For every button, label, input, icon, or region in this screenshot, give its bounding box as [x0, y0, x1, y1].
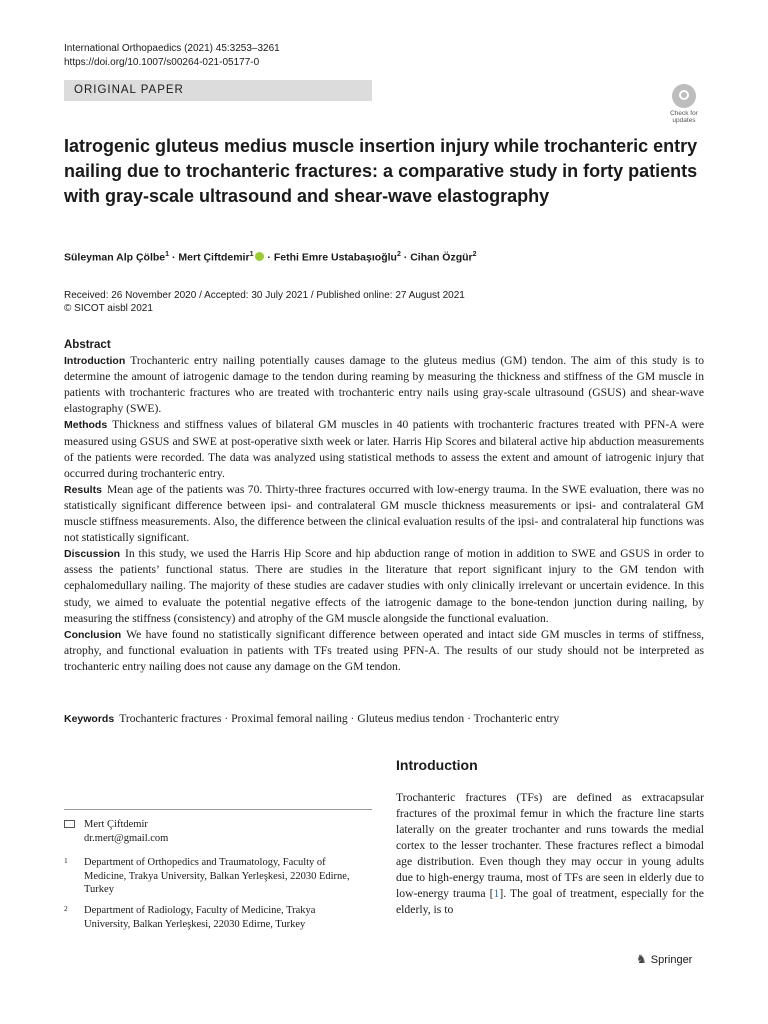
- author-name: Fethi Emre Ustabaşıoğlu: [273, 251, 397, 264]
- journal-citation: International Orthopaedics (2021) 45:3253–3261: [64, 43, 280, 54]
- author-affiliation: 2: [472, 251, 477, 258]
- abstract-section: [64, 482, 704, 546]
- keywords-label: Keywords: [64, 713, 115, 725]
- abstract-section-text: Mean age of the patients was 70. Thirty-three fractures occurred with low-energy trauma. In the SWE evaluation, there was no statistically significant difference between ipsi- and contralateral GM muscle thickness measurements or ipsi- and contralateral GM muscle stiffness measurements. Also, the difference between the clinical evaluation results of the ipsi- and contralateral hip functions was not statistically significant.: [64, 482, 704, 545]
- abstract-section-text: Trochanteric entry nailing potentially causes damage to the gluteus medius (GM) tendon. The aim of this study is to determine the amount of iatrogenic damage to the tendon during reaming by measuring the thickness and stiffness of the GM muscle in patients with trochanteric fractures who are treated with trochanteric entry nails using gray-scale ultrasound (GSUS) and shear-wave elastography (SWE).: [64, 354, 704, 416]
- doi-link[interactable]: https://doi.org/10.1007/s00264-021-05177-0: [64, 57, 260, 68]
- footnote-divider: [64, 809, 372, 810]
- abstract-section: [64, 417, 704, 481]
- author-list: Süleyman Alp Çölbe$^1$ · Mert Çiftdemir$^1$ · Fethi Emre Ustabaşıoğlu$^2$ · Cihan Özgür$^2$: [64, 251, 477, 264]
- affiliation: [64, 856, 364, 897]
- article-dates: [64, 289, 465, 315]
- author-name: Cihan Özgür: [410, 251, 473, 264]
- author-name: Süleyman Alp Çölbe: [64, 251, 166, 264]
- abstract-section-text: We have found no statistically significant difference between operated and intact side GM muscles in terms of stiffness, atrophy, and functional evaluation in patients with TFs treated using PFN-A. The results of our study should not be interpreted as trochanteric entry nailing does not cause any damage on the GM tendon.: [64, 627, 704, 673]
- abstract-section-label: Results: [64, 483, 102, 496]
- envelope-icon: [64, 820, 75, 828]
- paper-title: Iatrogenic gluteus medius muscle insertion injury while trochanteric entry nailing due to trochanteric fractures: a comparative study in forty patients with gray-scale ultrasound and shear-wave elastography: [64, 136, 698, 206]
- abstract-section-label: Discussion: [64, 548, 121, 561]
- affiliation-text: Department of Orthopedics and Traumatology, Faculty of Medicine, Trakya University, Balkan Yerleşkesi, 22030 Edirne, Turkey: [84, 857, 350, 895]
- abstract: [64, 337, 704, 675]
- springer-horse-icon: ♞: [636, 952, 647, 966]
- abstract-section-label: Conclusion: [64, 628, 122, 641]
- orcid-icon[interactable]: [255, 252, 264, 261]
- abstract-section: [64, 546, 704, 626]
- keywords: [64, 711, 704, 727]
- abstract-section-text: In this study, we used the Harris Hip Score and hip abduction range of motion in addition to SWE and GSUS in order to assess the patients’ functional status. There are studies in the literature that report significant injury to the GM tendon with cephalomedullary nailing. The majority of these studies are cadaver studies with only clinically irrelevant or uncertain evidence. In this study, we aimed to evaluate the potential negative effects of the iatrogenic damage to the bone-tendon junction during nailing, by measuring the stiffness (consistency) and atrophy of the GM muscle alongside the functional evaluation.: [64, 547, 704, 625]
- journal-header: [64, 42, 280, 70]
- intro-text: Trochanteric fractures (TFs) are defined as extracapsular fractures of the proximal femur in which the fracture line starts laterally on the greater trochanter and runs towards the medial cortex to the lesser trochanter. These fractures reflect a bimodal age distribution. Even though they may occur in young adults due to high-energy trauma, most of TFs are seen in elderly due to low-energy trauma [: [396, 791, 704, 900]
- abstract-section-label: Introduction: [64, 355, 126, 368]
- section-heading: Introduction: [396, 757, 478, 773]
- introduction-paragraph: [396, 790, 704, 918]
- badge-line-2: updates: [672, 117, 696, 124]
- keywords-text: Trochanteric fractures · Proximal femoral nailing · Gluteus medius tendon · Trochanteric entry: [119, 712, 560, 725]
- check-for-updates-badge[interactable]: [660, 84, 708, 124]
- author-affiliation: 2: [396, 251, 401, 258]
- affiliation: [64, 904, 364, 931]
- update-icon: [672, 84, 696, 108]
- correspondence: [64, 818, 364, 845]
- published-online: / Published online: 27 August 2021: [310, 290, 465, 301]
- author-affiliation: 1: [165, 251, 170, 258]
- author-affiliation: 1: [249, 251, 254, 258]
- intro-text-continued: ]. The goal of treatment, especially for the elderly, is to: [396, 887, 704, 916]
- abstract-section: [64, 353, 704, 417]
- affiliation-text: Department of Radiology, Faculty of Medicine, Trakya University, Balkan Yerleşkesi, 22030 Edirne, Turkey: [84, 905, 316, 930]
- abstract-section-text: Thickness and stiffness values of bilateral GM muscles in 40 patients with trochanteric fractures treated with PFN-A were measured using GSUS and SWE at post-operative sixth week or later. Harris Hip Scores and bilateral active hip abduction measurements of the patients were recorded. The data was analyzed using statistical methods to assess the extent and amount of iatrogenic injury that occurred during trochanteric entry.: [64, 418, 704, 480]
- author-name: Mert Çiftdemir: [178, 251, 250, 264]
- citation-link[interactable]: 1: [493, 887, 500, 900]
- publisher-name: Springer: [650, 954, 693, 966]
- copyright: © SICOT aisbl 2021: [64, 303, 153, 314]
- publisher-logo: [636, 952, 692, 967]
- affiliation-number: 2: [64, 904, 68, 913]
- abstract-section-label: Methods: [64, 419, 108, 432]
- affiliation-number: 1: [64, 856, 68, 865]
- corresponding-author: Mert Çiftdemir: [84, 819, 148, 830]
- abstract-heading: Abstract: [64, 339, 111, 351]
- section-label: ORIGINAL PAPER: [64, 80, 372, 101]
- badge-line-1: Check for: [670, 110, 698, 117]
- received-accepted: Received: 26 November 2020 / Accepted: 30 July 2021: [64, 290, 309, 301]
- abstract-section: [64, 627, 704, 675]
- corresponding-email[interactable]: dr.mert@gmail.com: [84, 832, 169, 844]
